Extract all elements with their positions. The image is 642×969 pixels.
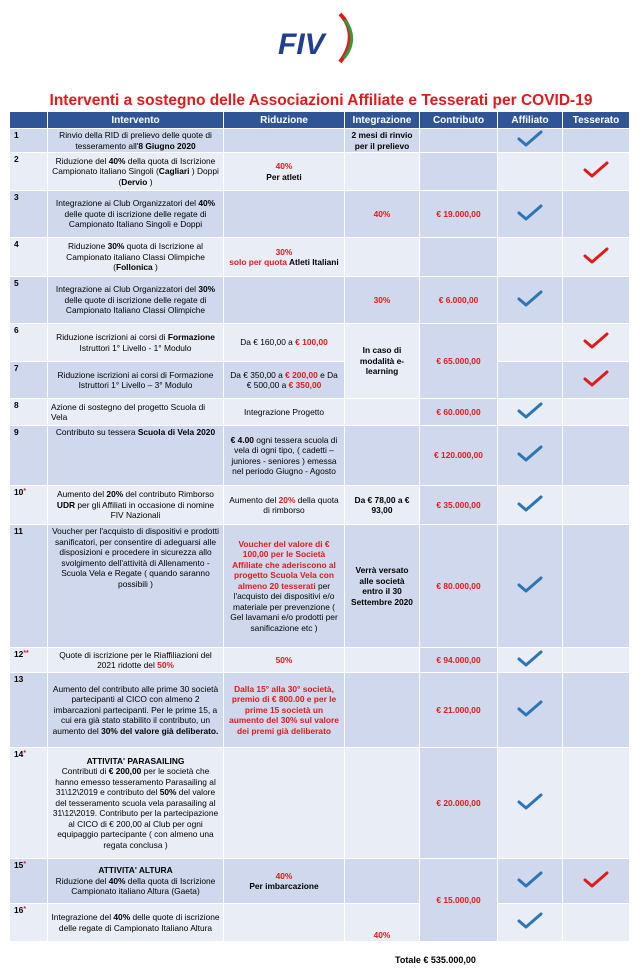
table-row — [10, 748, 630, 859]
table-header-row — [10, 112, 630, 129]
contributo-cell: € 20.000,00 — [420, 748, 498, 859]
check-red-icon — [583, 247, 609, 265]
intervento-cell: Riduzione iscrizioni ai corsi di Formazione Istruttori 1° Livello – 3° Modulo — [48, 362, 224, 399]
tesserato-cell — [563, 904, 630, 942]
tesserato-cell — [563, 859, 630, 904]
row-number: 15* — [10, 859, 48, 904]
tesserato-cell — [563, 673, 630, 748]
header-contributo: Contributo — [420, 112, 498, 129]
check-blue-icon — [517, 495, 543, 513]
riduzione-cell — [224, 748, 345, 859]
affiliato-cell — [498, 648, 563, 673]
row-number: 14* — [10, 748, 48, 859]
integrazione-cell — [345, 648, 420, 673]
row-number: 11 — [10, 525, 48, 648]
affiliato-cell — [498, 324, 563, 362]
affiliato-cell — [498, 486, 563, 525]
riduzione-cell: Da € 160,00 a € 100,00 — [224, 324, 345, 362]
table-row — [10, 399, 630, 426]
tesserato-cell — [563, 426, 630, 486]
check-blue-icon — [517, 576, 543, 594]
contributo-cell — [420, 238, 498, 277]
riduzione-cell — [224, 191, 345, 238]
tesserato-cell — [563, 399, 630, 426]
contributo-cell: € 15.000,00 — [420, 859, 498, 942]
check-blue-icon — [517, 204, 543, 222]
riduzione-cell: Voucher del valore di € 100,00 per le Società Affiliate che aderiscono al progetto Scuola Vela con almeno 20 tesserati per l'acquisto dei dispositivi e/o materiale per prevenzione ( Gel lavamani e/o prodotti per sanificazione etc ) — [224, 525, 345, 648]
contributo-cell: € 35.000,00 — [420, 486, 498, 525]
intervento-cell: Azione di sostegno del progetto Scuola di Vela — [48, 399, 224, 426]
contributo-cell: € 80.000,00 — [420, 525, 498, 648]
affiliato-cell — [498, 399, 563, 426]
header-integrazione: Integrazione — [345, 112, 420, 129]
table-row — [10, 324, 630, 362]
row-number: 1 — [10, 129, 48, 153]
integrazione-cell — [345, 748, 420, 859]
integrazione-cell — [345, 399, 420, 426]
header-tesserato: Tesserato — [563, 112, 630, 129]
check-blue-icon — [517, 912, 543, 930]
check-red-icon — [583, 871, 609, 889]
contributo-cell: € 6.000,00 — [420, 277, 498, 324]
riduzione-cell — [224, 277, 345, 324]
intervento-cell: Integrazione ai Club Organizzatori del 40% delle quote di iscrizione delle regate di Campionato Italiano Singoli e Doppi — [48, 191, 224, 238]
tesserato-cell — [563, 486, 630, 525]
row-number: 4 — [10, 238, 48, 277]
intervento-cell: ATTIVITA' ALTURA Riduzione del 40% della quota di Iscrizione Campionato italiano Altura (Gaeta) — [48, 859, 224, 904]
riduzione-cell: Integrazione Progetto — [224, 399, 345, 426]
integrazione-cell — [345, 426, 420, 486]
contributo-cell: € 60.000,00 — [420, 399, 498, 426]
affiliato-cell — [498, 277, 563, 324]
table-row — [10, 238, 630, 277]
intervento-cell: Contributo su tessera Scuola di Vela 2020 — [48, 426, 224, 486]
table-row — [10, 191, 630, 238]
riduzione-cell: Aumento del 20% della quota di rimborso — [224, 486, 345, 525]
table-row — [10, 153, 630, 191]
tesserato-cell — [563, 648, 630, 673]
table-row — [10, 277, 630, 324]
affiliato-cell — [498, 153, 563, 191]
check-red-icon — [583, 161, 609, 179]
intervento-cell: Aumento del 20% del contributo Rimborso UDR per gli Affiliati in occasione di nomine FIV Nazionali — [48, 486, 224, 525]
integrazione-cell — [345, 673, 420, 748]
contributo-cell: € 94.000,00 — [420, 648, 498, 673]
riduzione-cell: Dalla 15° alla 30° società, premio di € 800.00 e per le prime 15 società un aumento del 30% sul valore dei premi già deliberato — [224, 673, 345, 748]
row-number: 9 — [10, 426, 48, 486]
contributo-cell: € 19.000,00 — [420, 191, 498, 238]
page-title: Interventi a sostegno delle Associazioni Affiliate e Tesserati per COVID-19 — [49, 92, 593, 109]
header-intervento: Intervento — [48, 112, 224, 129]
affiliato-cell — [498, 673, 563, 748]
contributo-cell — [420, 129, 498, 153]
affiliato-cell — [498, 191, 563, 238]
check-blue-icon — [517, 700, 543, 718]
row-number: 7 — [10, 362, 48, 399]
total-amount: Totale € 535.000,00 — [395, 955, 476, 965]
table-row — [10, 859, 630, 904]
intervento-cell: Voucher per l'acquisto di dispositivi e prodotti sanificatori, per consentire di adeguarsi alle disposizioni e procedere in sicurezza allo svolgimento dell'attività di Allenamento - Scuola Vela e Regate ( quando saranno possibili ) — [48, 525, 224, 648]
check-red-icon — [583, 370, 609, 388]
fiv-logo — [270, 10, 370, 70]
header-num — [10, 112, 48, 129]
tesserato-cell — [563, 153, 630, 191]
check-blue-icon — [517, 130, 543, 148]
row-number: 8 — [10, 399, 48, 426]
contributo-cell: € 21.000,00 — [420, 673, 498, 748]
logo-text: FIV — [278, 28, 325, 61]
integrazione-cell — [345, 238, 420, 277]
integrazione-cell — [345, 153, 420, 191]
integrazione-cell: 2 mesi di rinvio per il prelievo — [345, 129, 420, 153]
contributo-cell: € 120.000,00 — [420, 426, 498, 486]
intervento-cell: Rinvio della RID di prelievo delle quote di tesseramento all'8 Giugno 2020 — [48, 129, 224, 153]
check-blue-icon — [517, 871, 543, 889]
header-riduzione: Riduzione — [224, 112, 345, 129]
riduzione-cell: Da € 350,00 a € 200,00 e Da € 500,00 a € 350,00 — [224, 362, 345, 399]
contributo-cell — [420, 153, 498, 191]
table-row — [10, 525, 630, 648]
contributo-cell: € 65.000,00 — [420, 324, 498, 399]
integrazione-cell: Verrà versato alle società entro il 30 Settembre 2020 — [345, 525, 420, 648]
affiliato-cell — [498, 525, 563, 648]
interventions-table — [9, 111, 630, 942]
check-blue-icon — [517, 402, 543, 420]
riduzione-cell: 30% solo per quota Atleti Italiani — [224, 238, 345, 277]
row-number: 12** — [10, 648, 48, 673]
integrazione-cell: In caso di modalità e-learning — [345, 324, 420, 399]
integrazione-cell: 30% — [345, 277, 420, 324]
row-number: 10* — [10, 486, 48, 525]
intervento-cell: Integrazione ai Club Organizzatori del 30% delle quote di iscrizione delle regate di Campionato Italiano Classi Olimpiche — [48, 277, 224, 324]
tesserato-cell — [563, 748, 630, 859]
tesserato-cell — [563, 191, 630, 238]
riduzione-cell: 40% Per atleti — [224, 153, 345, 191]
row-number: 5 — [10, 277, 48, 324]
affiliato-cell — [498, 859, 563, 904]
intervento-cell: ATTIVITA' PARASAILING Contributi di € 200,00 per le società che hanno emesso tesseramento Parasailing al 31\12\2019 e contributo del 50% del valore del tesseramento scuola vela parasailing al 31\12\2019. Contributo per la partecipazione al CICO di € 200,00 al Club per ogni equipaggio partecipante ( con almeno una regata conclusa ) — [48, 748, 224, 859]
integrazione-cell — [345, 859, 420, 904]
riduzione-cell: 50% — [224, 648, 345, 673]
tesserato-cell — [563, 277, 630, 324]
tesserato-cell — [563, 362, 630, 399]
table-row — [10, 362, 630, 399]
intervento-cell: Riduzione iscrizioni ai corsi di Formazione Istruttori 1° Livello - 1° Modulo — [48, 324, 224, 362]
check-blue-icon — [517, 650, 543, 668]
table-row — [10, 426, 630, 486]
row-number: 2 — [10, 153, 48, 191]
intervento-cell: Integrazione del 40% delle quote di iscrizione delle regate di Campionato Italiano Altura — [48, 904, 224, 942]
intervento-cell: Riduzione 30% quota di Iscrizione al Campionato italiano Classi Olimpiche (Follonica ) — [48, 238, 224, 277]
row-number: 13 — [10, 673, 48, 748]
affiliato-cell — [498, 426, 563, 486]
riduzione-cell — [224, 904, 345, 942]
tesserato-cell — [563, 525, 630, 648]
table-row — [10, 486, 630, 525]
intervento-cell: Quote di iscrizione per le Riaffiliazioni del 2021 ridotte del 50% — [48, 648, 224, 673]
row-number: 16* — [10, 904, 48, 942]
riduzione-cell — [224, 129, 345, 153]
row-number: 6 — [10, 324, 48, 362]
riduzione-cell: € 4.00 ogni tessera scuola di vela di ogni tipo, ( cadetti – juniores - seniores ) emessa nel periodo Giugno - Agosto — [224, 426, 345, 486]
integrazione-cell: 40% — [345, 904, 420, 942]
check-blue-icon — [517, 793, 543, 811]
check-blue-icon — [517, 290, 543, 308]
row-number: 3 — [10, 191, 48, 238]
affiliato-cell — [498, 748, 563, 859]
table-row — [10, 673, 630, 748]
table-row — [10, 129, 630, 153]
intervento-cell: Aumento del contributo alle prime 30 società partecipanti al CICO con almeno 2 imbarcazioni partecipanti. Per le prime 15, a cui era già stato stabilito il contributo, un aumento del 30% del valore già deliberato. — [48, 673, 224, 748]
check-blue-icon — [517, 445, 543, 463]
table-row — [10, 904, 630, 942]
check-red-icon — [583, 332, 609, 350]
riduzione-cell: 40% Per imbarcazione — [224, 859, 345, 904]
header-affiliato: Affiliato — [498, 112, 563, 129]
integrazione-cell: 40% — [345, 191, 420, 238]
integrazione-cell: Da € 78,00 a € 93,00 — [345, 486, 420, 525]
tesserato-cell — [563, 238, 630, 277]
intervento-cell: Riduzione del 40% della quota di Iscrizione Campionato italiano Singoli (Cagliari ) Doppi (Dervio ) — [48, 153, 224, 191]
affiliato-cell — [498, 904, 563, 942]
affiliato-cell — [498, 238, 563, 277]
table-row — [10, 648, 630, 673]
tesserato-cell — [563, 324, 630, 362]
affiliato-cell — [498, 129, 563, 153]
affiliato-cell — [498, 362, 563, 399]
tesserato-cell — [563, 129, 630, 153]
